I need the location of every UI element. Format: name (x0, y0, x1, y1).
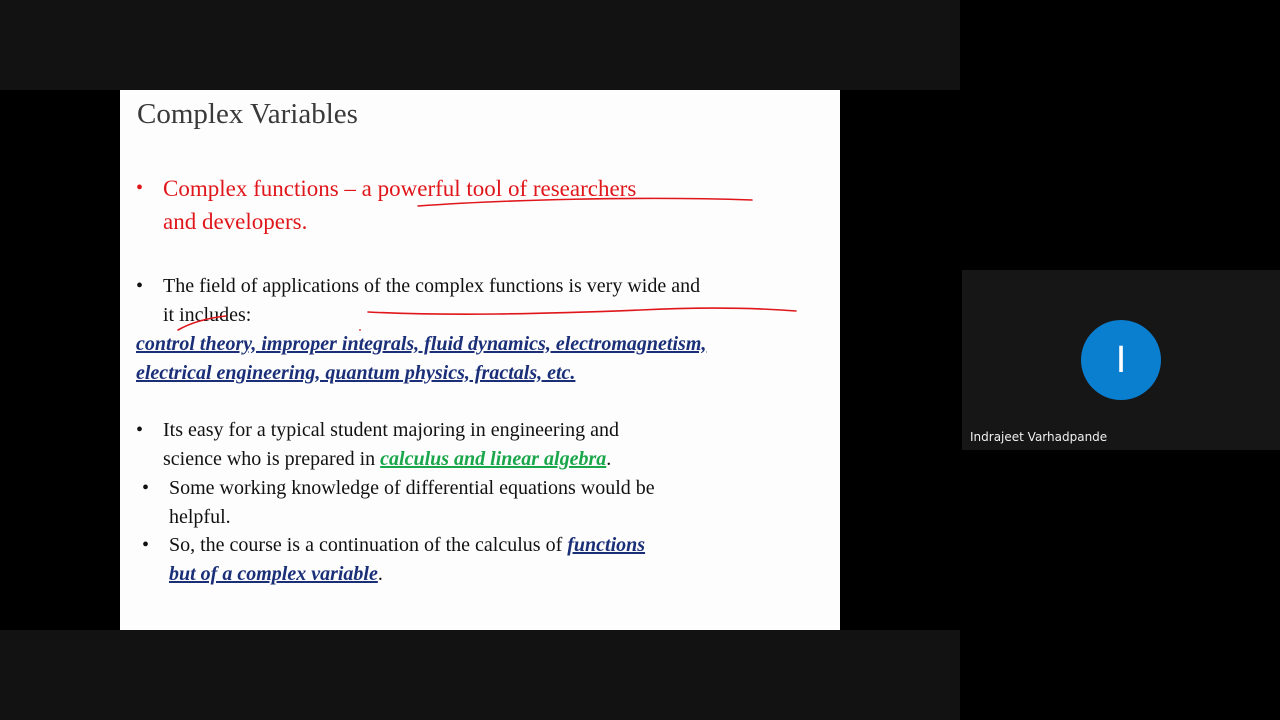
participant-tile[interactable] (962, 270, 1280, 450)
applications-line: control theory, improper integrals, fluid dynamics, electromagnetism, (136, 333, 707, 355)
presentation-slide (120, 90, 840, 630)
slide-title: Complex Variables (137, 98, 358, 130)
bullet-dot: • (142, 477, 150, 499)
bullet-line: Some working knowledge of differential equations would be (169, 477, 655, 499)
bullet-text (169, 531, 645, 589)
bullet-line: it includes: (163, 304, 252, 326)
bullet-dot: • (136, 275, 144, 297)
bullet-line: The field of applications of the complex functions is very wide and (163, 275, 701, 297)
bullet-text-fragment: So, the course is a continuation of the calculus of (169, 534, 568, 556)
pillarbox-right (840, 90, 960, 630)
functions-link[interactable]: functions (567, 534, 646, 556)
letterbox-top (0, 0, 960, 90)
bullet-line: helpful. (169, 506, 231, 528)
complex-variable-link[interactable]: but of a complex variable (169, 563, 378, 585)
bullet-dot: • (136, 177, 144, 199)
bullet-dot: • (136, 419, 144, 441)
bullet-text (163, 172, 636, 238)
bullet-text-fragment: . (606, 448, 612, 470)
bullet-text (163, 272, 700, 330)
bullet-line (169, 560, 645, 589)
applications-line: electrical engineering, quantum physics, fractals, etc. (136, 362, 576, 384)
pillarbox-left (0, 90, 120, 630)
bullet-line: Complex functions – a powerful tool of researchers (163, 176, 637, 201)
applications-list (136, 330, 706, 388)
bullet-line: and developers. (163, 209, 308, 234)
bullet-text-fragment: science who is prepared in (163, 448, 381, 470)
bullet-line (163, 445, 619, 474)
participant-name: Indrajeet Varhadpande (970, 430, 1108, 444)
calculus-linear-algebra-link[interactable]: calculus and linear algebra (380, 448, 607, 470)
participant-avatar: I (1081, 320, 1161, 400)
bullet-text (169, 474, 655, 532)
letterbox-bottom (0, 630, 960, 720)
bullet-dot: • (142, 534, 150, 556)
bullet-text (163, 416, 619, 474)
bullet-line (169, 531, 645, 560)
bullet-line: Its easy for a typical student majoring in engineering and (163, 419, 619, 441)
bullet-text-fragment: . (377, 563, 383, 585)
